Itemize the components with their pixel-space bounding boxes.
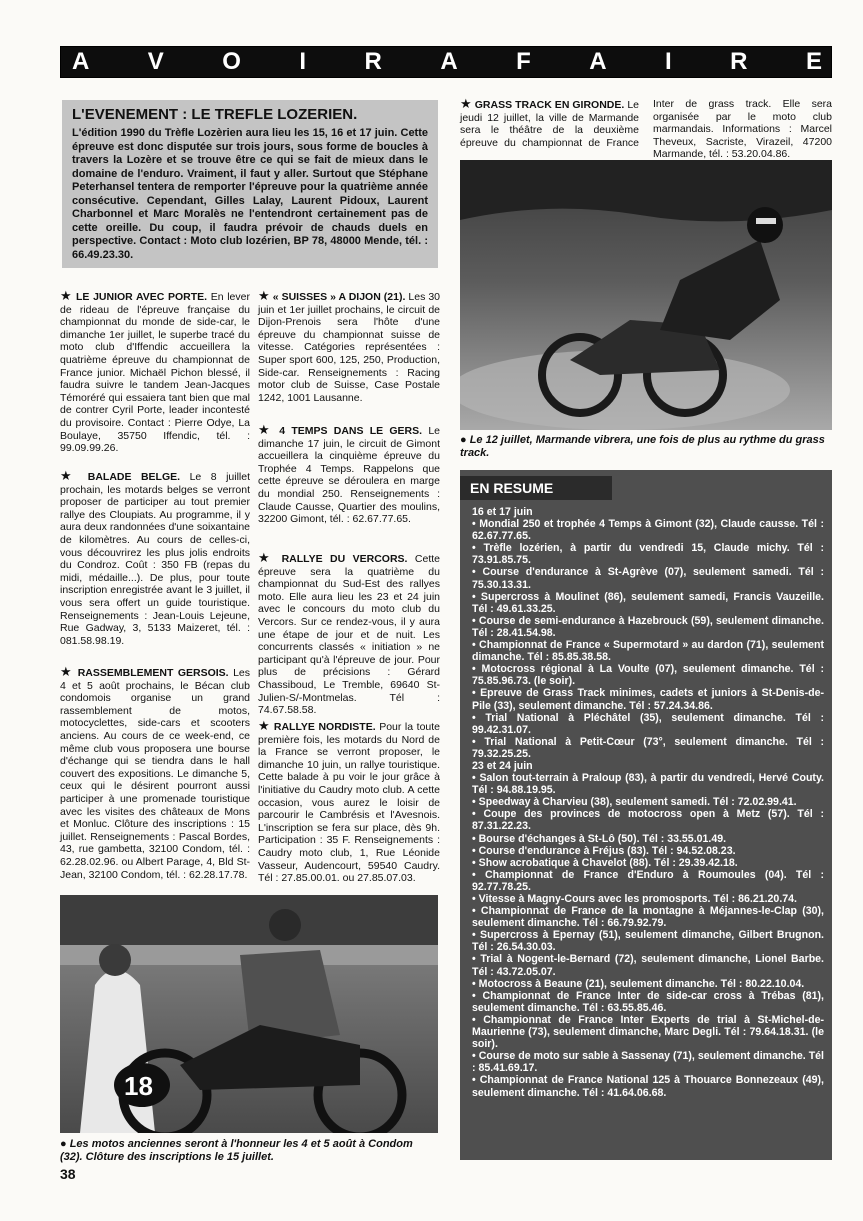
banner-title — [66, 47, 828, 77]
resume-item: • Championnat de France « Supermotard » au dardon (71), seulement dimanche. Tél : 85.85.38.58. — [472, 639, 824, 664]
resume-item: • Epreuve de Grass Track minimes, cadets et juniors à St-Denis-de-Pile (33), seulement dimanche. Tél : 57.24.34.86. — [472, 687, 824, 712]
resume-item: • Course d'endurance à Fréjus (83). Tél : 94.52.08.23. — [472, 844, 736, 857]
resume-box — [460, 470, 832, 1160]
star-icon: ★ — [258, 550, 275, 565]
article-body: Pour la toute première fois, les motards du Nord de la France se verront proposer, le dimanche 10 juin, un rallye touristique. Cette balade à pu voir le jour grâce à l'initiative du Caudry moto club. A cette occasion, vous aurez le loisir de parcourir le Cambrésis et l'Avesnois. L'inscription se fera sur place, dès 9h. Participation : 35 F. Renseignements : Caudry moto club, 1, Rue Léonide Vasseur, Audencourt, 59540 Caudry. Tél : 27.85.00.01. ou 27.85.07.03. — [258, 721, 441, 885]
banner-letter: I — [665, 48, 672, 75]
article-body: Le jeudi 12 juillet, la ville de Marmande sera le théâtre de la deuxième épreuve du championnat de France Inter de grass track. Elle sera organisée par le moto club marmandais. Informations : Marcel Theveux, Sacriste, Virazeil, 47200 Marmande, tél. : 53.20.04.86. — [460, 98, 832, 161]
resume-item: • Salon tout-terrain à Praloup (83), à partir du vendredi, Hervé Couty. Tél : 94.88.19.95. — [472, 772, 824, 797]
article-4temps — [258, 424, 440, 526]
banner-letter: E — [805, 48, 822, 75]
article-suisses — [258, 290, 440, 404]
article-balade — [60, 470, 250, 647]
article-body: En lever de rideau de l'épreuve française du championnat du monde de side-car, le dimanche 1er juillet, le superbe tracé du moto club d'Iffendic accueillera la quatrième épreuve du championnat de France junior. Michaël Pichon blessé, il faudra suivre le tandem Jean-Jacques Témoréré qui essaiera tant bien que mal de contrer Cyril Porte, leader incontesté du provisoire. Contact : Pierre Odye, La Boulaye, 35750 Iffendic, tél. : 99.09.99.26. — [60, 291, 250, 455]
resume-item: • Motocross à Beaune (21), seulement dimanche. Tél : 80.22.10.04. — [472, 977, 805, 990]
race-number: 18 — [124, 1071, 153, 1101]
resume-item: • Speedway à Charvieu (38), seulement samedi. Tél : 72.02.99.41. — [472, 796, 797, 809]
star-icon: ★ — [60, 664, 74, 679]
resume-item: • Show acrobatique à Chavelot (88). Tél : 29.39.42.18. — [472, 856, 738, 869]
article-gersois — [60, 666, 250, 881]
article-title: BALADE BELGE. — [87, 471, 181, 483]
grass-track-photo — [460, 160, 832, 430]
resume-item: • Mondial 250 et trophée 4 Temps à Gimont (32), Claude causse. Tél : 62.67.77.65. — [472, 518, 824, 543]
resume-item: • Course d'endurance à St-Agrève (07), seulement samedi. Tél : 75.30.13.31. — [472, 566, 824, 591]
star-icon: ★ — [258, 422, 273, 437]
resume-item: • Championnat de France Inter Experts de trial à St-Michel-de-Maurienne (73), seulement dimanche, Marc Degli. Tél : 79.64.18.31. (le soir). — [472, 1013, 824, 1051]
article-body: Cette épreuve sera la quatrième du championnat du Sud-Est des rallyes moto. Elle aura lieu les 23 et 24 juin avec le concours du moto club du Vercors. Sur ce rendez-vous, il y aura une étape de jour et de nuit. Les concurrents classés « initiation » ne participant qu'à l'épreuve de jour. Pour plus de précisions : Gérard Chassiboud, Le Tremble, 69640 St-Julien-S/-Montmelas. Tél : 74.67.58.58. — [258, 553, 440, 717]
article-title: RASSEMBLEMENT GERSOIS. — [77, 667, 229, 679]
event-title: L'EVENEMENT : LE TREFLE LOZERIEN. — [72, 106, 358, 123]
resume-heading: EN RESUME — [460, 476, 612, 500]
resume-item: • Trial à Nogent-le-Bernard (72), seulement dimanche, Lionel Barbe. Tél : 43.72.05.07. — [472, 953, 824, 978]
star-icon: ★ — [60, 468, 79, 483]
resume-item: • Bourse d'échanges à St-Lô (50). Tél : 33.55.01.49. — [472, 832, 727, 845]
resume-item: • Supercross à Moulinet (86), seulement samedi, Francis Vauzeille. Tél : 49.61.33.25. — [472, 590, 824, 615]
resume-list — [472, 506, 824, 1099]
vintage-moto-photo — [60, 895, 438, 1133]
event-box — [62, 100, 438, 268]
article-title: RALLYE NORDISTE. — [273, 721, 376, 733]
resume-item: • Course de moto sur sable à Sassenay (71), seulement dimanche. Tél : 85.41.69.17. — [472, 1050, 824, 1075]
resume-item: • Vitesse à Magny-Cours avec les promosports. Tél : 86.21.20.74. — [472, 893, 797, 905]
resume-item: • Trial National à Petit-Cœur (73°, seulement dimanche. Tél : 79.32.25.25. — [472, 735, 824, 760]
page-number: 38 — [60, 1166, 76, 1182]
article-body: Le dimanche 17 juin, le circuit de Gimont accueillera la cinquième épreuve du Trophée 4 Temps. Rappelons que cette épreuve se déroulera en marge du mondial 250. Renseignements : Claude Causse, Quartier des moulins, 32200 Gimont, tél. : 62.67.77.65. — [258, 425, 440, 526]
article-grass — [460, 98, 832, 161]
banner-letter: I — [299, 48, 307, 75]
article-title: 4 TEMPS DANS LE GERS. — [279, 425, 423, 437]
banner-letter: F — [516, 48, 531, 75]
article-title: « SUISSES » A DIJON (21). — [272, 291, 406, 303]
banner-letter: A — [72, 48, 90, 75]
resume-item: 23 et 24 juin — [472, 759, 533, 772]
article-junior — [60, 290, 250, 455]
article-nordiste — [258, 720, 440, 885]
vintage-photo-caption: ● Les motos anciennes seront à l'honneur les 4 et 5 août à Condom (32). Clôture des inscriptions le 15 juillet. — [60, 1138, 413, 1163]
resume-item: • Course de semi-endurance à Hazebrouck (59), seulement dimanche. Tél : 28.41.54.98. — [472, 614, 824, 639]
banner-letter: R — [730, 48, 748, 75]
banner-letter: A — [440, 48, 458, 75]
event-body: L'édition 1990 du Trèfle Lozèrien aura lieu les 15, 16 et 17 juin. Cette épreuve est donc disputée sur trois jours, sous forme de boucles à travers la Lozère et se trouve être ce qui se fait de mieux dans le domaine de l'enduro. Vraiment, il faut y aller. Surtout que Stéphane Peterhansel tentera de remporter l'épreuve pour la quatrième année consécutive. Cependant, Gilles Lalay, Laurent Pidoux, Laurent Charbonnel et Marc Moralès ne l'entendront certainement pas de cette oreille. Du coup, il faudra prévoir de chauds duels en perspective. Contact : Moto club lozérien, BP 78, 48000 Mende, tél. : 66.49.23.30. — [72, 127, 428, 261]
grass-photo-caption: ● Le 12 juillet, Marmande vibrera, une fois de plus au rythme du grass track. — [460, 434, 825, 459]
resume-item: • Championnat de France National 125 à Thouarce Bonnezeaux (49), seulement dimanche. Tél : 41.64.06.68. — [472, 1074, 824, 1099]
resume-item: • Championnat de France de la montagne à Méjannes-le-Clap (30), seulement dimanche. Tél : 66.79.92.79. — [472, 905, 824, 930]
resume-item: • Trèfle lozérien, à partir du vendredi 15, Claude michy. Tél : 73.91.85.75. — [472, 542, 824, 567]
banner-letter: R — [364, 48, 382, 75]
resume-item: • Supercross à Epernay (51), seulement dimanche, Gilbert Brugnon. Tél : 26.54.30.03. — [472, 929, 824, 954]
article-body: Le 8 juillet prochain, les motards belges se verront proposer de participer au tout premier rallye des Cloupiats. Au programme, il y aura deux randonnées d'une soixantaine de kilomètres. Au cours de celles-ci, vous découvrirez les plus jolis endroits du Condroz. Coût : 350 FB (repas du midi, médaille...). De plus, pour toute inscription enregistrée avant le 3 juillet, il vous sera offert un guide touristique. Renseignements : Jean-Louis Lejeune, Rue Gadway, 3, 5133 Maizeret, tél. : 081.58.98.19. — [60, 471, 251, 647]
star-icon: ★ — [258, 288, 270, 303]
resume-item: • Coupe des provinces de motocross open à Metz (57). Tél : 87.31.22.23. — [472, 808, 824, 833]
article-title: LE JUNIOR AVEC PORTE. — [76, 291, 208, 303]
article-body: Les 4 et 5 août prochains, le Bécan club condomois organise un grand rassemblement de motos, motocyclettes, side-cars et scooters anciens. Au cours de ce week-end, ce même club vous proposera une bourse d'échange qui se tiendra dans le hall couvert des expositions. Le dimanche 5, ceux qui le désirent pourront aussi participer à une promenade touristique avec les visites des châteaux de Mons et Monluc. Clôture des inscriptions : 15 juillet. Renseignements : Pascal Bordes, 43, rue gambetta, 32100 Condom, tél. : 62.28.02.96. ou Albert Parage, 4, Bld St-Jean, 32100 Condom, tél. : 62.28.17.78. — [60, 667, 250, 881]
resume-item: • Championnat de France Inter de side-car cross à Trébas (81), seulement dimanche. Tél : 63.55.85.46. — [472, 989, 824, 1014]
vintage-moto-photo-art — [60, 895, 438, 1133]
article-title: GRASS TRACK EN GIRONDE. — [474, 99, 625, 111]
article-vercors — [258, 552, 440, 717]
star-icon: ★ — [460, 96, 472, 111]
article-body: Les 30 juin et 1er juillet prochains, le circuit de Dijon-Prenois sera l'hôte d'une épreuve du championnat suisse de vitesse. Catégories représentées : Super sport 600, 125, 250, Production, Side-car. Renseignements : Racing motor club de Suisse, Case Postale 1242, 1001 Lausanne. — [258, 291, 440, 404]
banner-letter: V — [147, 48, 164, 75]
grass-track-photo-art — [460, 160, 832, 430]
star-icon: ★ — [258, 718, 271, 733]
star-icon: ★ — [60, 288, 73, 303]
resume-item: • Championnat de France d'Enduro à Roumoules (04). Tél : 92.77.78.25. — [472, 868, 824, 893]
resume-item: • Trial National à Pléchâtel (35), seulement dimanche. Tél : 99.42.31.07. — [472, 711, 824, 736]
resume-item: 16 et 17 juin — [472, 506, 533, 518]
resume-item: • Motocross régional à La Voulte (07), seulement dimanche. Tél : 75.85.96.73. (le soir). — [472, 663, 824, 688]
banner-letter: O — [222, 48, 241, 75]
article-title: RALLYE DU VERCORS. — [281, 553, 408, 565]
banner-letter: A — [589, 48, 607, 75]
